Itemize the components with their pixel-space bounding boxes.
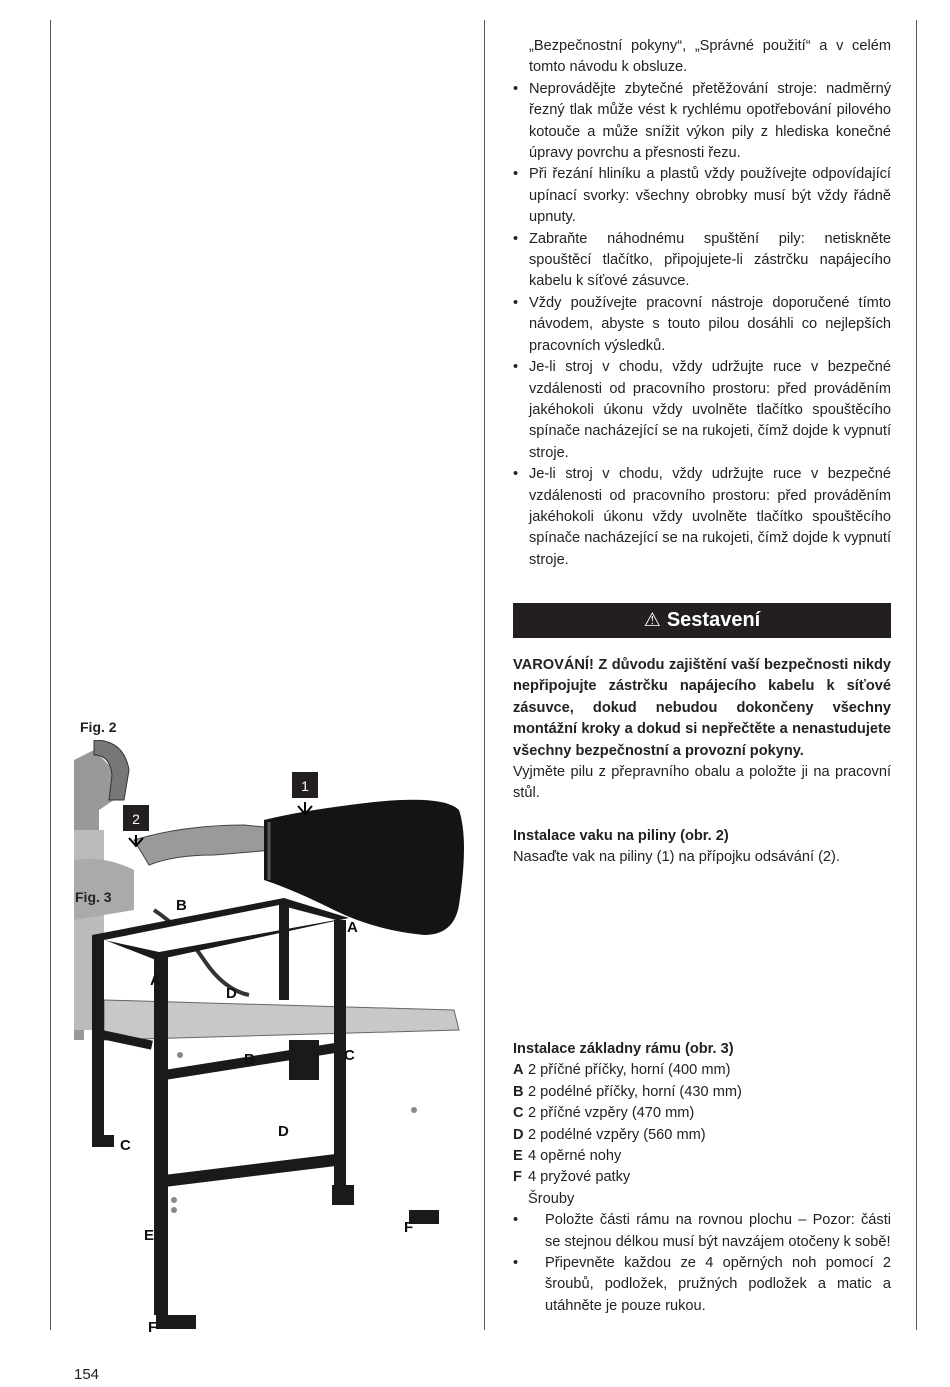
list-item [513,1167,891,1188]
part-text: 4 opěrné nohy [528,1148,622,1165]
section-heading [513,603,891,638]
letter-c: C [344,1047,355,1064]
figure-illustration [74,740,474,1340]
part-text: 2 příčné vzpěry (470 mm) [528,1105,695,1122]
part-key: A [513,1062,524,1079]
list-item: • Je-li stroj v chodu, vždy udržujte ruce v bezpečné vzdálenosti od pracovního prostoru: před prováděním jakéhokoli úkonu vždy uvolněte tlačítko spouštěcího spínače nacházející se na rukojeti, čímž dojde k vypnutí stroje. [513,464,891,571]
letter-b: B [176,897,187,914]
callout-1 [292,772,318,814]
fig2-label: Fig. 2 [80,719,117,735]
list-item: • Při řezání hliníku a plastů vždy používejte odpovídající upínací svorky: všechny obrobky musí být vždy řádně upnuty. [513,164,891,228]
letter-c: C [120,1137,131,1154]
letter-f: F [148,1319,158,1336]
screws-item: Šrouby [528,1190,575,1207]
list-item: • Zabraňte náhodnému spuštění pily: netiskněte spouštěcí tlačítko, připojujete-li zástrčku napájecího kabelu k síťové zásuvce. [513,229,891,293]
column-rule-right [916,20,917,1330]
unpack-paragraph: Vyjměte pilu z přepravního obalu a položte ji na pracovní stůl. [513,764,891,802]
safety-bullet-list [513,79,891,571]
part-text: 2 podélné příčky, horní (430 mm) [528,1083,742,1100]
letter-d: D [278,1123,289,1140]
stand-frame-illustration [92,898,439,1329]
part-text: 2 příčné příčky, horní (400 mm) [528,1062,731,1079]
column-rule-left [50,20,51,1330]
frame-steps-list [513,1210,891,1317]
warning-paragraph: VAROVÁNÍ! Z důvodu zajištění vaší bezpečnosti nikdy nepřipojujte zástrčku napájecího kabelu k síťové zásuvce, dokud nebudou dokončeny všechny montážní kroky a dokud si nepřečtěte a nenastudujete všechny bezpečnostní a provozní pokyny. [513,657,891,759]
letter-b: B [244,1051,255,1068]
callout-1-label: 1 [301,778,309,794]
list-item [513,1060,891,1081]
list-item: • Je-li stroj v chodu, vždy udržujte ruce v bezpečné vzdálenosti od pracovního prostoru: před prováděním jakéhokoli úkonu vždy uvolněte tlačítko spouštěcího spínače nacházející se na rukojeti, čímž dojde k vypnutí stroje. [513,357,891,464]
frame-heading: Instalace základny rámu (obr. 3) [513,1041,734,1057]
letter-a: A [150,972,161,989]
safety-text-block [513,36,891,571]
parts-list [513,1060,891,1210]
letter-d: D [226,985,237,1002]
part-key: E [513,1148,523,1165]
list-item: • Položte části rámu na rovnou plochu – Pozor: části se stejnou délkou musí být navzájem otočeny k sobě! [513,1210,891,1253]
list-item: • Připevněte každou ze 4 opěrných noh pomocí 2 šroubů, podložek, pružných podložek a matic a utáhněte je pouze rukou. [513,1253,891,1317]
part-text: 4 pryžové patky [528,1169,631,1186]
letter-e: E [144,1227,155,1244]
section-title: Sestavení [666,609,761,631]
part-text: 2 podélné vzpěry (560 mm) [528,1126,706,1143]
list-item [513,1125,891,1146]
list-item [513,1082,891,1103]
part-key: F [513,1169,522,1186]
part-key: B [513,1083,524,1100]
list-item [513,1146,891,1167]
list-item [513,1103,891,1124]
list-item: • Vždy používejte pracovní nástroje doporučené tímto návodem, abyste s touto pilou dosáhli co nejlepších pracovních výsledků. [513,293,891,357]
fig3-label: Fig. 3 [75,889,112,905]
dust-bag-heading: Instalace vaku na piliny (obr. 2) [513,827,729,844]
part-key: D [513,1126,524,1143]
callout-2-label: 2 [132,811,140,827]
list-item: • Neprovádějte zbytečné přetěžování stroje: nadměrný řezný tlak může vést k rychlému opotřebování pilového kotouče a může snížit výkon pily z hlediska konečné úpravy povrchu a přesnosti řezu. [513,79,891,165]
column-rule-middle [484,20,485,1330]
page-number: 154 [74,1366,100,1383]
part-key: C [513,1105,524,1122]
warning-triangle-icon: ⚠ [643,610,661,631]
intro-continuation: „Bezpečnostní pokyny“, „Správné použití“ a v celém tomto návodu k obsluze. [529,38,891,76]
letter-f: F [404,1219,414,1236]
letter-a: A [347,919,358,936]
assembly-text-block [513,655,891,869]
frame-text-block [513,1039,891,1317]
dust-bag-text: Nasaďte vak na piliny (1) na přípojku odsávání (2). [513,849,840,866]
